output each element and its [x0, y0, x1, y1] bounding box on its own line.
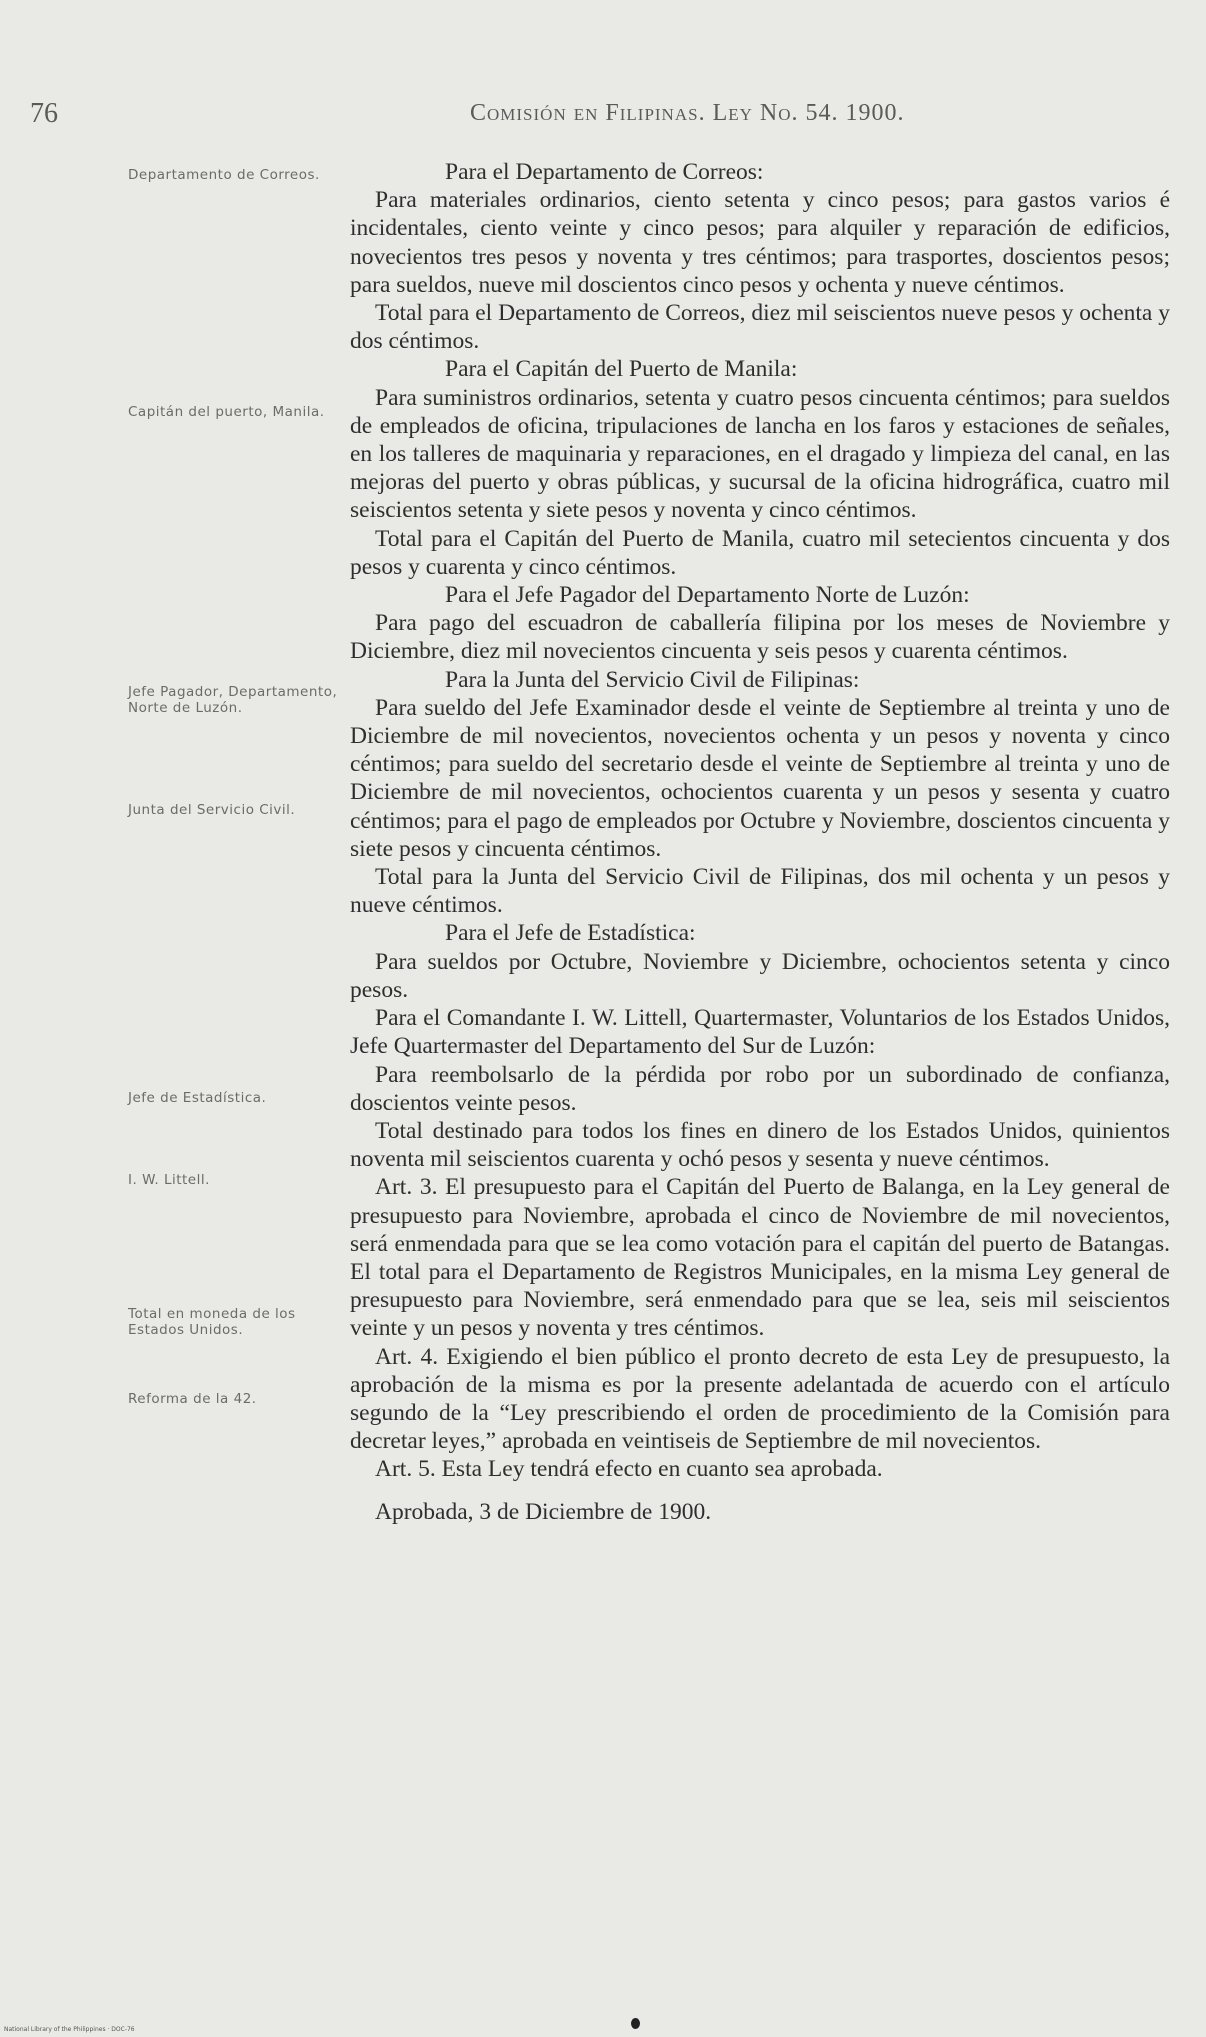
page-header	[30, 98, 1130, 132]
paragraph-total: Total para el Capitán del Puerto de Manila, cuatro mil setecientos cincuenta y dos pesos y cuarenta y cinco céntimos.	[350, 525, 1170, 580]
section-heading: Para el Jefe Pagador del Departamento Norte de Luzón:	[445, 582, 970, 609]
paragraph-total: Total para la Junta del Servicio Civil de Filipinas, dos mil ochenta y un pesos y nueve céntimos.	[350, 864, 1170, 919]
sidenote-littell: I. W. Littell.	[128, 1172, 210, 1188]
sidenote-estadistica: Jefe de Estadística.	[128, 1090, 267, 1106]
article-5: Art. 5. Esta Ley tendrá efecto en cuanto sea aprobada.	[375, 1456, 883, 1483]
section-heading: Para la Junta del Servicio Civil de Filipinas:	[445, 666, 860, 693]
section-heading: Para el Departamento de Correos:	[445, 159, 764, 185]
paragraph-total: Total para el Departamento de Correos, diez mil seiscientos nueve pesos y ochenta y dos céntimos.	[350, 300, 1170, 355]
sidenote-total-moneda: Total en moneda de los Estados Unidos.	[128, 1306, 296, 1338]
approval-date: Aprobada, 3 de Diciembre de 1900.	[375, 1498, 712, 1525]
paragraph-total: Total destinado para todos los fines en dinero de los Estados Unidos, quinientos noventa mil seiscientos cuarenta y ochó pesos y sesenta y nueve céntimos.	[350, 1117, 1170, 1173]
paragraph: Para materiales ordinarios, ciento setenta y cinco pesos; para gastos varios é incidentales, ciento veinte y cinco pesos; para alquiler y reparación de edificios, novecientos tres pesos y noventa y tres céntimos; para trasportes, doscientos pesos; para sueldos, nueve mil doscientos cinco pesos y ochenta y nueve céntimos.	[350, 187, 1170, 298]
paragraph: Para sueldos por Octubre, Noviembre y Diciembre, ochocientos setenta y cinco pesos.	[350, 948, 1170, 1003]
paragraph: Para pago del escuadron de caballería filipina por los meses de Noviembre y Diciembre, diez mil novecientos cincuenta y seis pesos y cuarenta céntimos.	[350, 610, 1170, 665]
paragraph: Para reembolsarlo de la pérdida por robo por un subordinado de confianza, doscientos veinte pesos.	[350, 1061, 1170, 1116]
running-head: Comisión en Filipinas. Ley No. 54. 1900.	[470, 100, 905, 126]
body-text	[350, 158, 1170, 1526]
sidenote-jefe-pagador: Jefe Pagador, Departamento, Norte de Luzón.	[128, 684, 338, 716]
sidenote-correos: Departamento de Correos.	[128, 167, 320, 183]
paragraph: Para sueldo del Jefe Examinador desde el veinte de Septiembre al treinta y uno de Diciembre de mil novecientos, novecientos ochenta y un pesos y noventa y cinco céntimos; para sueldo del secretario desde el veinte de Septiembre al treinta y uno de Diciembre de mil novecientos, ochocientos cuarenta y un pesos y sesenta y cuatro céntimos; para el pago de empleados por Octubre y Noviembre, doscientos cincuenta y siete pesos y cincuenta céntimos.	[350, 694, 1170, 862]
article-3: Art. 3. El presupuesto para el Capitán del Puerto de Balanga, en la Ley general de presupuesto para Noviembre, aprobada el cinco de Noviembre de mil novecientos, será enmendada para que se lea como votación para el capitán del puerto de Batangas. El total para el Departamento de Registros Municipales, en la misma Ley general de presupuesto para Noviembre, será enmendado para que se lea, seis mil seiscientos veinte y un pesos y noventa y tres céntimos.	[350, 1174, 1170, 1342]
page-number: 76	[30, 98, 58, 129]
section-heading: Para el Capitán del Puerto de Manila:	[445, 356, 798, 383]
paragraph: Para suministros ordinarios, setenta y cuatro pesos cincuenta céntimos; para sueldos de empleados de oficina, tripulaciones de lancha en los faros y estaciones de señales, en los talleres de maquinaria y reparaciones, en el dragado y limpieza del canal, en las mejoras del puerto y obras públicas, y sucursal de la oficina hidrográfica, cuatro mil seiscientos setenta y siete pesos y noventa y cinco céntimos.	[350, 384, 1170, 524]
article-4: Art. 4. Exigiendo el bien público el pronto decreto de esta Ley de presupuesto, la aprobación de la misma es por la presente adelantada de acuerdo con el artículo segundo de la “Ley prescribiendo el orden de procedimiento de la Comisión para decretar leyes,” aprobada en veintiseis de Septiembre de mil novecientos.	[350, 1343, 1170, 1455]
sidenote-reforma: Reforma de la 42.	[128, 1391, 257, 1407]
sidenote-capitan-puerto: Capitán del puerto, Manila.	[128, 404, 325, 420]
paragraph: Para el Comandante I. W. Littell, Quartermaster, Voluntarios de los Estados Unidos, Jefe Quartermaster del Departamento del Sur de Luzón:	[350, 1005, 1170, 1060]
library-credit: National Library of the Philippines · DOC-76	[4, 2026, 135, 2033]
ink-dot	[631, 2018, 640, 2029]
section-heading: Para el Jefe de Estadística:	[445, 920, 696, 947]
sidenote-junta-servicio: Junta del Servicio Civil.	[128, 802, 296, 818]
